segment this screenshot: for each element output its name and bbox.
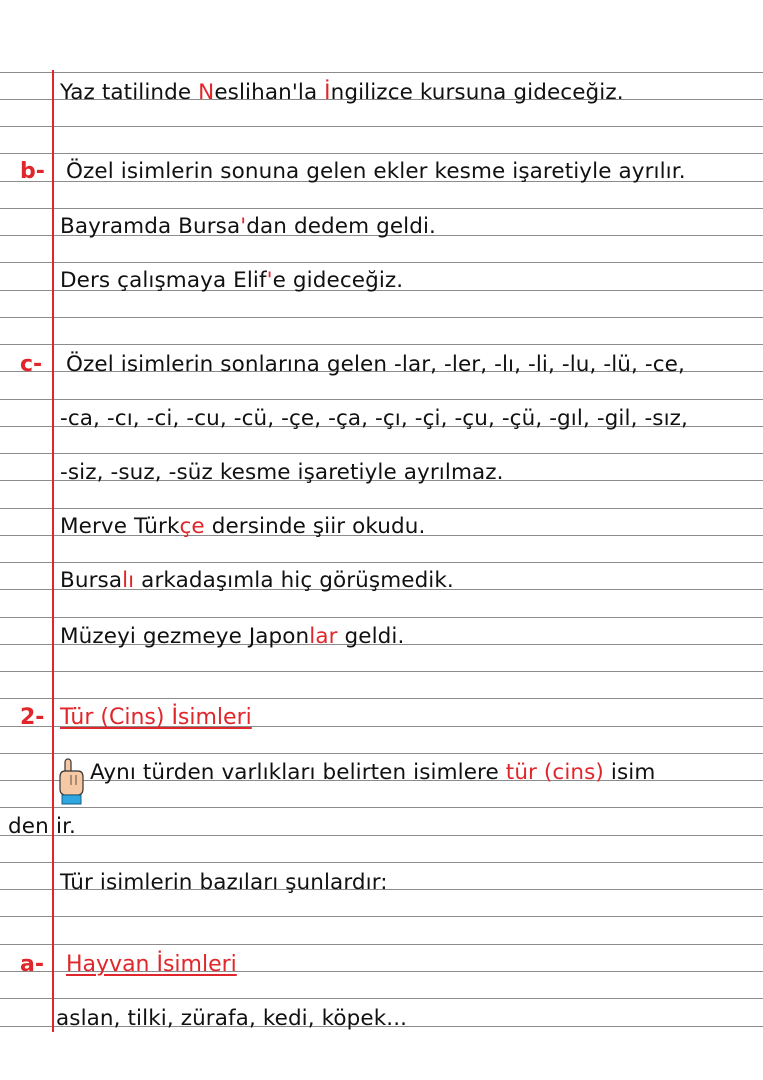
- ruled-line: [0, 399, 763, 400]
- ruled-line: [0, 753, 763, 754]
- section-a-label: a-: [20, 952, 44, 977]
- ruled-line: [0, 153, 763, 154]
- pointing-hand-icon: [56, 757, 86, 805]
- section-2-definition-cont-left: den: [8, 814, 49, 839]
- ruled-line: [0, 508, 763, 509]
- section-c-label: c-: [20, 352, 43, 377]
- ruled-line: [0, 262, 763, 263]
- ruled-line: [0, 862, 763, 863]
- section-2-label: 2-: [20, 705, 45, 730]
- ruled-line: [0, 208, 763, 209]
- section-b-example-2: Ders çalışmaya Elif'e gideceğiz.: [60, 268, 404, 293]
- section-c-rule-line-2: -ca, -cı, -ci, -cu, -cü, -çe, -ça, -çı, -çi, -çu, -çü, -gıl, -gil, -sız,: [60, 406, 688, 431]
- section-2-title: Tür (Cins) İsimleri: [60, 705, 252, 730]
- ruled-line: [0, 807, 763, 808]
- section-c-example-1: Merve Türkçe dersinde şiir okudu.: [60, 514, 426, 539]
- section-2-definition-cont-right: ir.: [56, 814, 76, 839]
- ruled-line: [0, 344, 763, 345]
- section-c-rule-line-3: -siz, -suz, -süz kesme işaretiyle ayrılmaz.: [60, 460, 504, 485]
- ruled-line: [0, 944, 763, 945]
- ruled-line: [0, 671, 763, 672]
- section-b-rule: Özel isimlerin sonuna gelen ekler kesme işaretiyle ayrılır.: [66, 159, 686, 184]
- ruled-line: [0, 916, 763, 917]
- section-c-example-2: Bursalı arkadaşımla hiç görüşmedik.: [60, 568, 454, 593]
- ruled-line: [0, 126, 763, 127]
- margin-line: [52, 70, 54, 1032]
- section-c-rule-line-1: Özel isimlerin sonlarına gelen -lar, -ler, -lı, -li, -lu, -lü, -ce,: [66, 352, 685, 377]
- sentence-line-1: Yaz tatilinde Neslihan'la İngilizce kursuna gideceğiz.: [60, 80, 624, 105]
- ruled-line: [0, 562, 763, 563]
- ruled-line: [0, 317, 763, 318]
- ruled-line: [0, 835, 763, 836]
- ruled-line: [0, 453, 763, 454]
- section-b-label: b-: [20, 159, 45, 184]
- ruled-line: [0, 72, 763, 73]
- section-2-intro: Tür isimlerin bazıları şunlardır:: [60, 870, 388, 895]
- section-c-example-3: Müzeyi gezmeye Japonlar geldi.: [60, 624, 405, 649]
- section-a-title: Hayvan İsimleri: [66, 952, 237, 977]
- section-a-items: aslan, tilki, zürafa, kedi, köpek...: [56, 1006, 408, 1031]
- ruled-line: [0, 698, 763, 699]
- section-b-example-1: Bayramda Bursa'dan dedem geldi.: [60, 214, 436, 239]
- ruled-line: [0, 617, 763, 618]
- ruled-line: [0, 998, 763, 999]
- section-2-definition: Aynı türden varlıkları belirten isimlere tür (cins) isim: [90, 760, 656, 785]
